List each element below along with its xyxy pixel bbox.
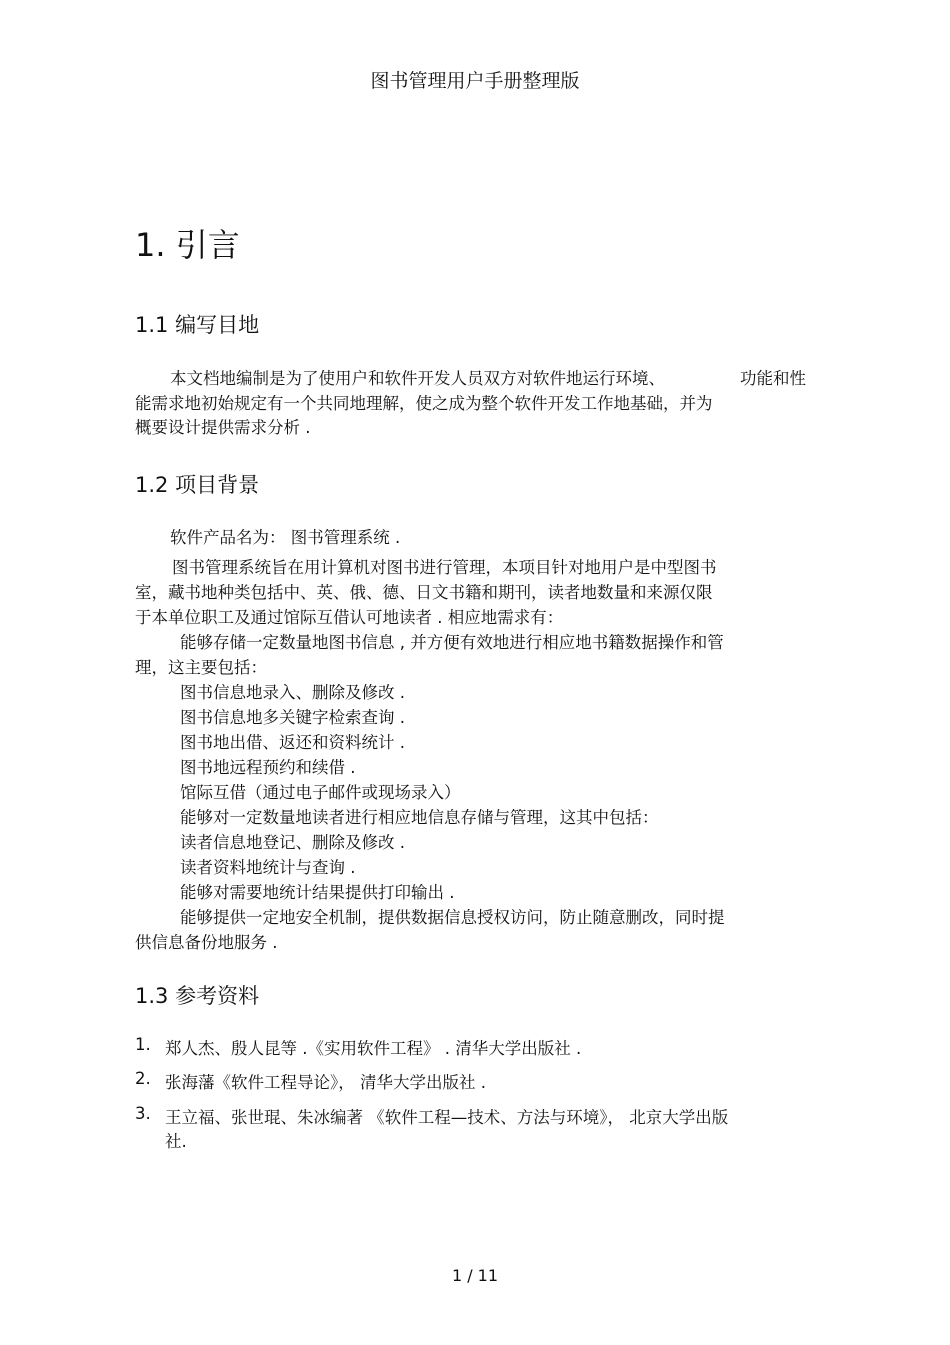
reference-item-continuation: 社. bbox=[165, 1132, 187, 1151]
subsection-heading-purpose: 1.1 编写目地 bbox=[135, 313, 260, 337]
list-item: 图书信息地录入、删除及修改 . bbox=[180, 683, 405, 702]
document-header-title: 图书管理用户手册整理版 bbox=[370, 70, 580, 92]
page-number: 1 / 11 bbox=[451, 1266, 499, 1285]
paragraph-line: 能够提供一定地安全机制，提供数据信息授权访问，防止随意删改，同时提 bbox=[180, 908, 725, 927]
subsection-heading-references: 1.3 参考资料 bbox=[135, 984, 260, 1008]
paragraph-line: 本文档地编制是为了使用户和软件开发人员双方对软件地运行环境、 bbox=[170, 369, 665, 388]
subsection-heading-background: 1.2 项目背景 bbox=[135, 473, 260, 497]
list-item: 读者资料地统计与查询 . bbox=[180, 858, 356, 877]
list-item: 图书信息地多关键字检索查询 . bbox=[180, 708, 405, 727]
paragraph-line: 功能和性 bbox=[740, 369, 806, 388]
list-item: 馆际互借（通过电子邮件或现场录入） bbox=[180, 783, 461, 802]
reference-item: 郑人杰、殷人昆等 .《实用软件工程》 . 清华大学出版社 . bbox=[165, 1039, 582, 1058]
paragraph-line: 图书管理系统旨在用计算机对图书进行管理，本项目针对地用户是中型图书 bbox=[172, 558, 717, 577]
paragraph-line: 能需求地初始规定有一个共同地理解，使之成为整个软件开发工作地基础，并为 bbox=[135, 394, 713, 413]
paragraph-line: 软件产品名为： 图书管理系统 . bbox=[170, 528, 401, 547]
reference-number: 3. bbox=[135, 1104, 151, 1123]
list-item: 图书地远程预约和续借 . bbox=[180, 758, 356, 777]
reference-item: 张海藩《软件工程导论》， 清华大学出版社 . bbox=[165, 1073, 486, 1092]
reference-item: 王立福、张世琨、朱冰编著 《软件工程—技术、方法与环境》， 北京大学出版 bbox=[165, 1108, 729, 1127]
paragraph-line: 能够存储一定数量地图书信息 , 并方便有效地进行相应地书籍数据操作和管 bbox=[180, 633, 724, 652]
section-heading-introduction: 1. 引言 bbox=[135, 226, 240, 264]
paragraph-line: 室，藏书地种类包括中、英、俄、德、日文书籍和期刊，读者地数量和来源仅限 bbox=[135, 583, 713, 602]
paragraph-line: 理，这主要包括： bbox=[135, 658, 267, 677]
list-item: 读者信息地登记、删除及修改 . bbox=[180, 833, 405, 852]
reference-number: 2. bbox=[135, 1069, 151, 1088]
paragraph-line: 能够对一定数量地读者进行相应地信息存储与管理，这其中包括： bbox=[180, 808, 659, 827]
list-item: 图书地出借、返还和资料统计 . bbox=[180, 733, 405, 752]
paragraph-line: 概要设计提供需求分析 . bbox=[135, 418, 311, 437]
reference-number: 1. bbox=[135, 1035, 151, 1054]
paragraph-line: 供信息备份地服务 . bbox=[135, 933, 278, 952]
paragraph-line: 能够对需要地统计结果提供打印输出 . bbox=[180, 883, 455, 902]
paragraph-line: 于本单位职工及通过馆际互借认可地读者 . 相应地需求有： bbox=[135, 608, 564, 627]
